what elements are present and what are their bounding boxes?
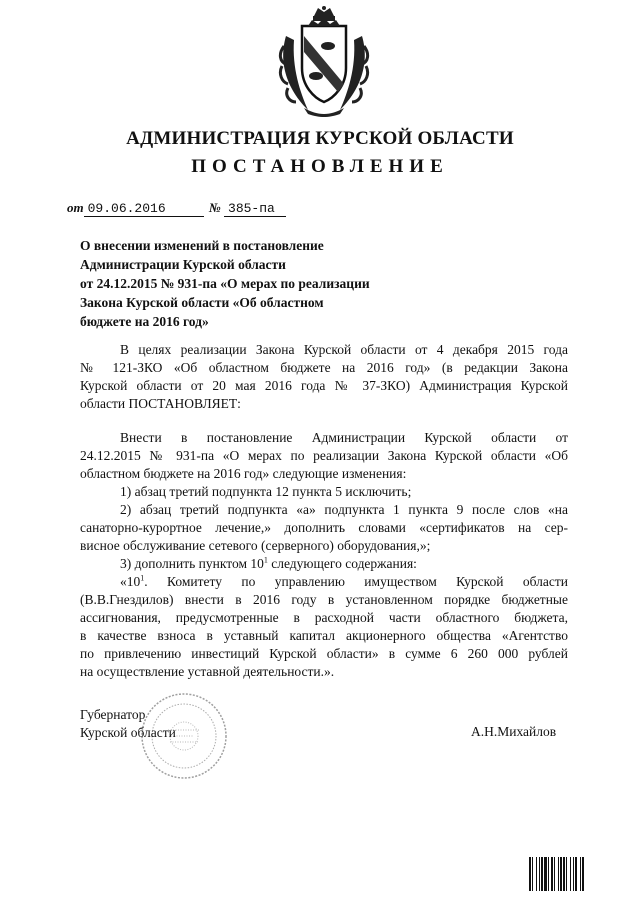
barcode-bar	[529, 857, 531, 891]
barcode-bar	[558, 857, 559, 891]
quote-line	[80, 573, 568, 591]
item-3	[80, 555, 568, 573]
subject-line: от 24.12.2015 № 931-па «О мерах по реализации	[80, 276, 370, 291]
text-line: Внести в постановление Администрации Курской области от	[120, 430, 568, 445]
barcode-bar	[541, 857, 543, 891]
barcode-bar	[551, 857, 553, 891]
superscript: 1	[140, 573, 145, 583]
barcode-bar	[582, 857, 584, 891]
barcode-bar	[539, 857, 540, 891]
position-line: Губернатор	[80, 707, 146, 722]
barcode-bar	[544, 857, 547, 891]
item-2-line: висное обслуживание сетевого (серверного) оборудования,»;	[80, 538, 431, 553]
document-subject	[80, 236, 370, 331]
number-value: 385-па	[224, 201, 286, 217]
subject-line: О внесении изменений в постановление	[80, 238, 324, 253]
number-label: №	[208, 200, 221, 215]
subject-line: бюджете на 2016 год»	[80, 314, 209, 329]
barcode-bar	[580, 857, 581, 891]
text-line: В целях реализации Закона Курской области от 4 декабря 2015 года	[120, 342, 568, 357]
text-line: области ПОСТАНОВЛЯЕТ:	[80, 396, 241, 411]
barcode-icon	[528, 857, 618, 891]
quote-text: . Комитету по управлению имуществом Курской области	[144, 574, 568, 589]
position-line: Курской области	[80, 725, 176, 740]
text-line: Курской области от 20 мая 2016 года № 37-ЗКО) Администрация Курской	[80, 378, 568, 393]
coat-of-arms-icon	[278, 6, 370, 118]
text-line: 24.12.2015 № 931-па «О мерах по реализации Закона Курской области «Об	[80, 448, 568, 463]
barcode-bar	[536, 857, 537, 891]
item-2-line: санаторно-курортное лечение,» дополнить словами «сертификатов на сер-	[80, 520, 568, 535]
item-2-line: 2) абзац третий подпункта «а» подпункта 1 пункта 9 после слов «на	[120, 502, 568, 517]
barcode-bar	[573, 857, 574, 891]
barcode-bar	[560, 857, 562, 891]
date-label: от	[67, 200, 84, 215]
barcode-bar	[570, 857, 571, 891]
text-line: № 121-ЗКО «Об областном бюджете на 2016 год» (в редакции Закона	[80, 360, 568, 375]
barcode-bar	[566, 857, 567, 891]
subject-line: Администрации Курской области	[80, 257, 286, 272]
barcode-bar	[548, 857, 549, 891]
superscript: 1	[263, 555, 268, 565]
item-3-text: следующего содержания:	[267, 556, 417, 571]
text-line: областном бюджете на 2016 год» следующие изменения:	[80, 466, 407, 481]
barcode-bar	[532, 857, 533, 891]
preamble-paragraph	[80, 341, 568, 413]
item-1: 1) абзац третий подпункта 12 пункта 5 исключить;	[120, 484, 412, 499]
quote-line: на осуществление уставной деятельности.».	[80, 664, 335, 679]
signer-name: А.Н.Михайлов	[471, 724, 557, 739]
date-number-row	[67, 200, 286, 217]
signature-position	[80, 706, 176, 742]
barcode-bar	[563, 857, 565, 891]
barcode-bar	[554, 857, 555, 891]
subject-line: Закона Курской области «Об областном	[80, 295, 324, 310]
barcode-bar	[575, 857, 577, 891]
document-type-title: ПОСТАНОВЛЕНИЕ	[191, 156, 449, 177]
quote-text: «10	[120, 574, 141, 589]
organization-title: АДМИНИСТРАЦИЯ КУРСКОЙ ОБЛАСТИ	[126, 128, 514, 149]
quote-line: в качестве взноса в уставный капитал акционерного общества «Агентство	[80, 628, 568, 643]
item-3-text: 3) дополнить пунктом 10	[120, 556, 264, 571]
quote-line: (В.В.Гнездилов) внести в 2016 году в установленном порядке бюджетные	[80, 592, 568, 607]
quote-line: ассигнования, предусмотренные в расходной части областного бюджета,	[80, 610, 568, 625]
date-value: 09.06.2016	[84, 201, 204, 217]
resolution-body	[80, 429, 568, 681]
quote-line: по привлечению инвестиций Курской области» в сумме 6 260 000 рублей	[80, 646, 568, 661]
